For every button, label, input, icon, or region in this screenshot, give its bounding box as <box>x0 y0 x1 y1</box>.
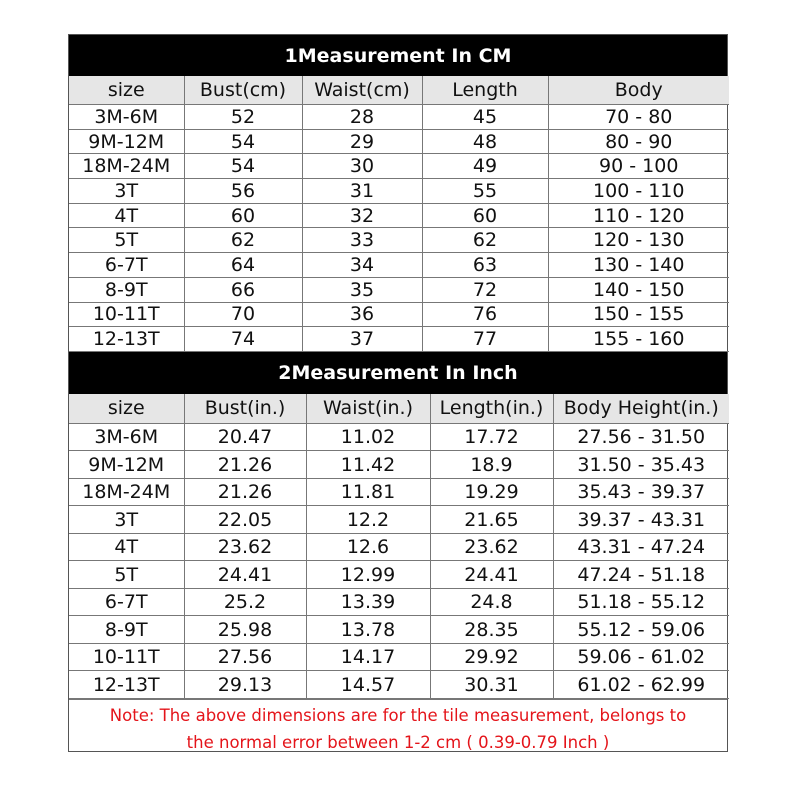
cm-table-row <box>69 179 729 204</box>
inch-table-cell: 12.99 <box>306 561 430 589</box>
cm-table-cell: 29 <box>302 129 422 154</box>
inch-table-cell: 24.41 <box>430 561 553 589</box>
inch-table-cell: 25.98 <box>184 616 306 644</box>
inch-table-cell: 4T <box>69 533 184 561</box>
note-line-1: Note: The above dimensions are for the tile measurement, belongs to <box>109 705 687 725</box>
inch-table-cell: 55.12 - 59.06 <box>553 616 729 644</box>
inch-table-row <box>69 478 729 506</box>
inch-table-cell: 29.13 <box>184 671 306 699</box>
inch-table-cell: 27.56 - 31.50 <box>553 423 729 451</box>
cm-table-cell: 35 <box>302 277 422 302</box>
inch-table-cell: 14.57 <box>306 671 430 699</box>
cm-header-body: Body <box>548 76 729 105</box>
cm-table-cell: 60 <box>422 203 548 228</box>
cm-table-cell: 52 <box>184 105 302 130</box>
cm-table-cell: 155 - 160 <box>548 327 729 352</box>
cm-table-cell: 80 - 90 <box>548 129 729 154</box>
cm-table-cell: 28 <box>302 105 422 130</box>
cm-table-cell: 4T <box>69 203 184 228</box>
cm-table-cell: 49 <box>422 154 548 179</box>
cm-table-cell: 5T <box>69 228 184 253</box>
cm-table-cell: 72 <box>422 277 548 302</box>
cm-table-cell: 12-13T <box>69 327 184 352</box>
inch-table-cell: 47.24 - 51.18 <box>553 561 729 589</box>
inch-table-cell: 11.42 <box>306 451 430 479</box>
inch-table-cell: 6-7T <box>69 588 184 616</box>
inch-size-table <box>69 394 729 699</box>
cm-table-cell: 70 - 80 <box>548 105 729 130</box>
inch-table-cell: 3M-6M <box>69 423 184 451</box>
cm-table-cell: 70 <box>184 302 302 327</box>
inch-table-cell: 28.35 <box>430 616 553 644</box>
inch-table-cell: 12-13T <box>69 671 184 699</box>
cm-table-row <box>69 228 729 253</box>
cm-table-cell: 3T <box>69 179 184 204</box>
inch-table-cell: 19.29 <box>430 478 553 506</box>
cm-table-cell: 56 <box>184 179 302 204</box>
inch-table-cell: 35.43 - 39.37 <box>553 478 729 506</box>
cm-table-cell: 120 - 130 <box>548 228 729 253</box>
inch-table-cell: 30.31 <box>430 671 553 699</box>
inch-table-cell: 22.05 <box>184 506 306 534</box>
inch-table-cell: 13.39 <box>306 588 430 616</box>
cm-table-row <box>69 129 729 154</box>
inch-table-cell: 24.8 <box>430 588 553 616</box>
cm-table-cell: 64 <box>184 253 302 278</box>
inch-table-cell: 27.56 <box>184 643 306 671</box>
inch-section-title: 2Measurement In Inch <box>69 352 727 394</box>
inch-table-row <box>69 643 729 671</box>
inch-header-row <box>69 394 729 424</box>
cm-table-cell: 3M-6M <box>69 105 184 130</box>
cm-section-title: 1Measurement In CM <box>69 35 727 76</box>
inch-table-body <box>69 423 729 698</box>
inch-table-row <box>69 616 729 644</box>
inch-table-row <box>69 588 729 616</box>
inch-table-cell: 8-9T <box>69 616 184 644</box>
cm-table-cell: 74 <box>184 327 302 352</box>
inch-table-cell: 11.81 <box>306 478 430 506</box>
cm-table-cell: 30 <box>302 154 422 179</box>
cm-table-row <box>69 277 729 302</box>
cm-table-cell: 55 <box>422 179 548 204</box>
inch-table-cell: 23.62 <box>184 533 306 561</box>
inch-table-cell: 51.18 - 55.12 <box>553 588 729 616</box>
inch-table-row <box>69 423 729 451</box>
inch-table-cell: 12.6 <box>306 533 430 561</box>
cm-table-cell: 63 <box>422 253 548 278</box>
inch-header-waist: Waist(in.) <box>306 394 430 424</box>
inch-table-cell: 18.9 <box>430 451 553 479</box>
inch-table-cell: 12.2 <box>306 506 430 534</box>
cm-table-cell: 31 <box>302 179 422 204</box>
inch-table-cell: 3T <box>69 506 184 534</box>
inch-table-cell: 24.41 <box>184 561 306 589</box>
cm-table-cell: 100 - 110 <box>548 179 729 204</box>
inch-table-cell: 11.02 <box>306 423 430 451</box>
cm-header-bust: Bust(cm) <box>184 76 302 105</box>
cm-table-cell: 9M-12M <box>69 129 184 154</box>
inch-header-length: Length(in.) <box>430 394 553 424</box>
cm-table-cell: 60 <box>184 203 302 228</box>
cm-table-cell: 6-7T <box>69 253 184 278</box>
cm-table-body <box>69 105 729 352</box>
cm-table-cell: 8-9T <box>69 277 184 302</box>
inch-table-row <box>69 533 729 561</box>
cm-table-cell: 45 <box>422 105 548 130</box>
inch-table-cell: 21.65 <box>430 506 553 534</box>
inch-table-cell: 9M-12M <box>69 451 184 479</box>
cm-table-row <box>69 154 729 179</box>
cm-table-row <box>69 302 729 327</box>
cm-table-row <box>69 203 729 228</box>
cm-table-cell: 32 <box>302 203 422 228</box>
inch-table-row <box>69 671 729 699</box>
cm-table-cell: 36 <box>302 302 422 327</box>
cm-header-size: size <box>69 76 184 105</box>
cm-table-row <box>69 327 729 352</box>
inch-table-cell: 5T <box>69 561 184 589</box>
inch-table-cell: 13.78 <box>306 616 430 644</box>
inch-table-cell: 20.47 <box>184 423 306 451</box>
inch-table-row <box>69 451 729 479</box>
cm-table-cell: 150 - 155 <box>548 302 729 327</box>
inch-table-cell: 23.62 <box>430 533 553 561</box>
inch-table-cell: 21.26 <box>184 451 306 479</box>
cm-table-cell: 110 - 120 <box>548 203 729 228</box>
inch-table-cell: 21.26 <box>184 478 306 506</box>
cm-table-cell: 54 <box>184 154 302 179</box>
cm-table-cell: 140 - 150 <box>548 277 729 302</box>
cm-table-cell: 18M-24M <box>69 154 184 179</box>
cm-table-cell: 34 <box>302 253 422 278</box>
size-chart <box>68 34 728 752</box>
cm-header-row <box>69 76 729 105</box>
cm-table-cell: 62 <box>184 228 302 253</box>
cm-table-cell: 90 - 100 <box>548 154 729 179</box>
cm-table-cell: 77 <box>422 327 548 352</box>
inch-table-cell: 31.50 - 35.43 <box>553 451 729 479</box>
inch-table-cell: 14.17 <box>306 643 430 671</box>
cm-table-cell: 76 <box>422 302 548 327</box>
inch-header-body-height: Body Height(in.) <box>553 394 729 424</box>
note-line-2: the normal error between 1-2 cm ( 0.39-0.79 Inch ) <box>186 732 610 752</box>
cm-size-table <box>69 76 729 352</box>
inch-table-cell: 39.37 - 43.31 <box>553 506 729 534</box>
cm-table-row <box>69 105 729 130</box>
cm-table-cell: 37 <box>302 327 422 352</box>
inch-table-row <box>69 506 729 534</box>
inch-table-cell: 61.02 - 62.99 <box>553 671 729 699</box>
inch-table-cell: 29.92 <box>430 643 553 671</box>
cm-table-cell: 130 - 140 <box>548 253 729 278</box>
inch-table-cell: 25.2 <box>184 588 306 616</box>
inch-header-size: size <box>69 394 184 424</box>
inch-header-bust: Bust(in.) <box>184 394 306 424</box>
inch-table-cell: 43.31 - 47.24 <box>553 533 729 561</box>
cm-header-waist: Waist(cm) <box>302 76 422 105</box>
cm-table-cell: 66 <box>184 277 302 302</box>
cm-header-length: Length <box>422 76 548 105</box>
cm-table-row <box>69 253 729 278</box>
cm-table-cell: 62 <box>422 228 548 253</box>
inch-table-cell: 18M-24M <box>69 478 184 506</box>
inch-table-cell: 59.06 - 61.02 <box>553 643 729 671</box>
cm-table-cell: 48 <box>422 129 548 154</box>
inch-table-cell: 10-11T <box>69 643 184 671</box>
cm-table-cell: 10-11T <box>69 302 184 327</box>
inch-table-cell: 17.72 <box>430 423 553 451</box>
measurement-note <box>69 699 727 756</box>
cm-table-cell: 33 <box>302 228 422 253</box>
cm-table-cell: 54 <box>184 129 302 154</box>
inch-table-row <box>69 561 729 589</box>
